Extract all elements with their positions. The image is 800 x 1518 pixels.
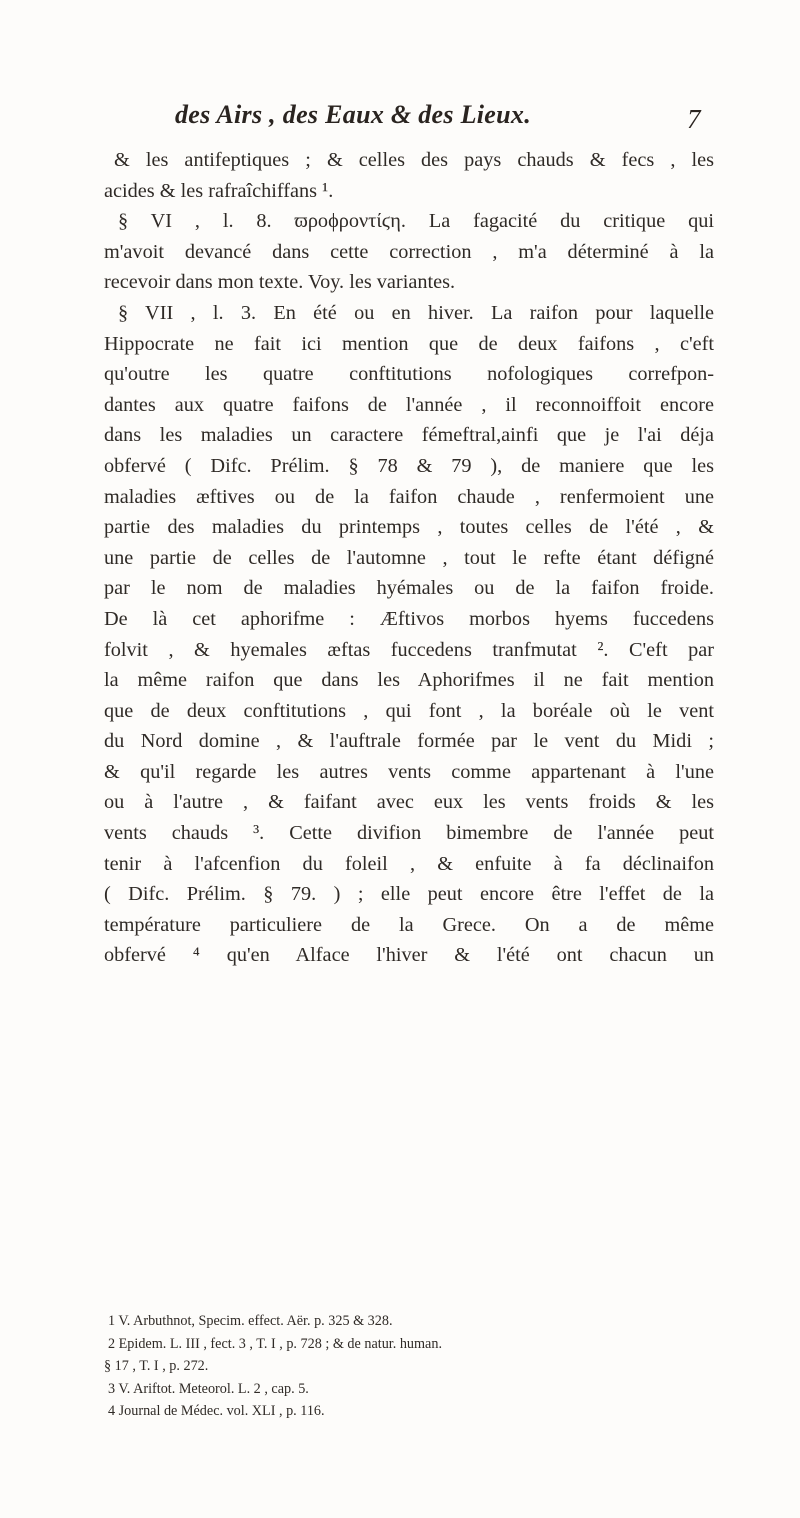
text-line: § VII , l. 3. En été ou en hiver. La raifon pour laquelle [118,301,714,324]
text-line: du Nord domine , & l'auftrale formée par le vent du Midi ; [104,730,714,753]
text-line: dantes aux quatre faifons de l'année , il reconnoiffoit encore [104,393,714,416]
text-line: une partie de celles de l'automne , tout le refte étant défigné [104,546,714,569]
text-line: température particuliere de la Grece. On a de même [104,913,714,936]
text-line: folvit , & hyemales æftas fuccedens tranfmutat ². C'eft par [104,638,714,661]
text-line: vents chauds ³. Cette divifion bimembre de l'année peut [104,822,714,845]
text-line: maladies æftives ou de la faifon chaude , renfermoient une [104,485,714,508]
text-line: Hippocrate ne fait ici mention que de deux faifons , c'eft [104,332,714,355]
text-line: tenir à l'afcenfion du foleil , & enfuite à fa déclinaifon [104,852,714,875]
footnote: 2 Epidem. L. III , fect. 3 , T. I , p. 728 ; & de natur. human. [108,1335,442,1352]
footnote: 1 V. Arbuthnot, Specim. effect. Aër. p. 325 & 328. [108,1313,393,1329]
text-line: partie des maladies du printemps , toutes celles de l'été , & [104,516,714,539]
text-line: dans les maladies un caractere fémeftral,ainfi que je l'ai déja [104,424,714,447]
text-line: obfervé ( Difc. Prélim. § 78 & 79 ), de maniere que les [104,454,714,477]
text-line: § VI , l. 8. ϖροϕροντίϛη. La fagacité du critique qui [118,210,714,233]
text-line: De là cet aphorifme : Æftivos morbos hyems fuccedens [104,607,714,630]
text-line: que de deux conftitutions , qui font , la boréale où le vent [104,699,714,722]
text-line: la même raifon que dans les Aphorifmes il ne fait mention [104,669,714,692]
text-line: par le nom de maladies hyémales ou de la faifon froide. [104,577,714,600]
footnote-continuation: § 17 , T. I , p. 272. [104,1358,209,1374]
footnote: 4 Journal de Médec. vol. XLI , p. 116. [108,1403,325,1419]
footnotes [104,1310,714,1423]
running-title: des Airs , des Eaux & des Lieux. [174,100,532,129]
text-line: & qu'il regarde les autres vents comme appartenant à l'une [104,760,714,783]
text-line: m'avoit devancé dans cette correction , m'a déterminé à la [104,240,714,263]
text-line: ou à l'autre , & faifant avec eux les vents froids & les [104,791,714,814]
text-line: obfervé ⁴ qu'en Alface l'hiver & l'été ont chacun un [104,944,714,967]
text-line: acides & les rafraîchiffans ¹. [104,179,334,202]
text-line: qu'outre les quatre conftitutions nofologiques correfpon- [104,363,714,386]
body-text [104,145,714,971]
page-header [0,100,800,140]
page-number: 7 [687,104,701,134]
text-line: recevoir dans mon texte. Voy. les variantes. [104,271,456,294]
text-line: ( Difc. Prélim. § 79. ) ; elle peut encore être l'effet de la [104,883,714,906]
footnote: 3 V. Ariftot. Meteorol. L. 2 , cap. 5. [108,1380,309,1397]
text-line: & les antifeptiques ; & celles des pays chauds & fecs , les [114,149,714,171]
